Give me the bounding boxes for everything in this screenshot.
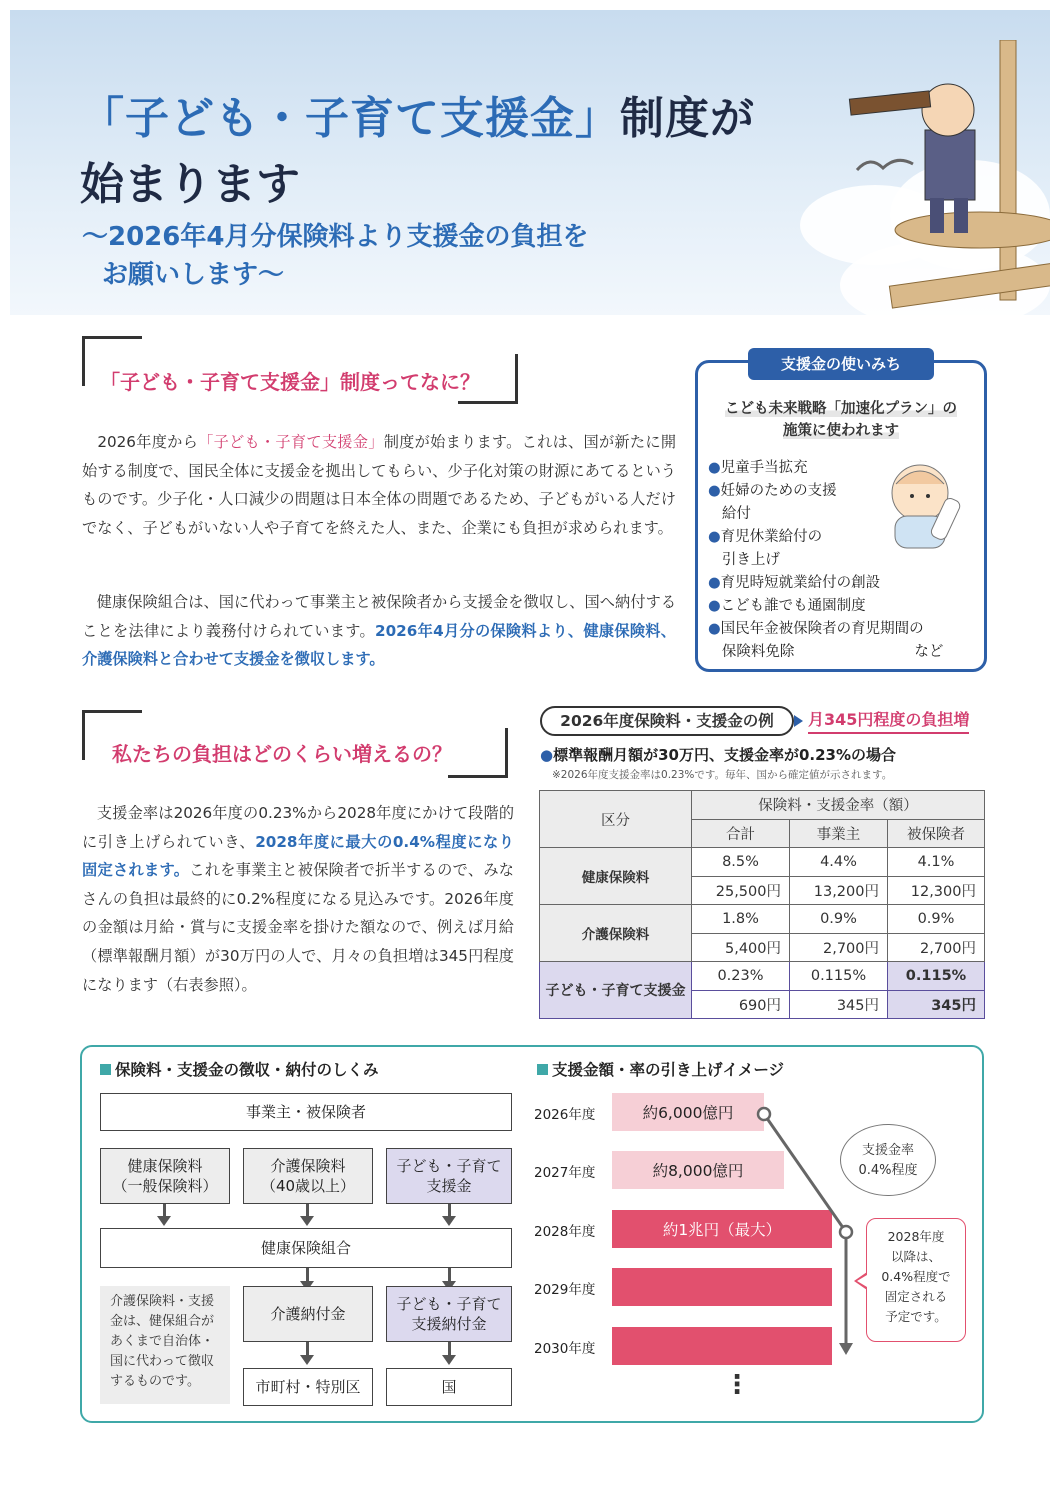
row-label: 健康保険料 — [540, 848, 692, 905]
arrow-down-icon — [306, 1268, 309, 1282]
table-cell: 345円 — [888, 990, 985, 1019]
fixed-rate-note: 2028年度 以降は、 0.4%程度で 固定される 予定です。 — [866, 1218, 966, 1342]
arrow-down-icon — [448, 1268, 451, 1282]
table-cell: 4.1% — [888, 848, 985, 877]
table-cell: 345円 — [790, 990, 888, 1019]
table-cell: 8.5% — [692, 848, 790, 877]
table-header-row — [540, 791, 985, 820]
usage-item: ●妊婦のための支援 給付 — [708, 483, 837, 522]
header-category: 区分 — [540, 791, 692, 848]
rise-bar: 約6,000億円 — [612, 1093, 764, 1131]
rise-title: 支援金額・率の引き上げイメージ — [537, 1058, 784, 1080]
arrow-down-icon — [448, 1342, 451, 1356]
arrow-down-icon — [163, 1204, 166, 1217]
section1-heading: 「子ども・子育て支援金」制度ってなに？ — [100, 370, 480, 394]
table-cell: 0.115% — [888, 962, 985, 991]
burden-label: 月345円程度の負担増 — [808, 708, 969, 734]
usage-item: ●育児休業給付の 引き上げ — [708, 529, 823, 568]
arrow-right-icon — [794, 715, 803, 727]
subtitle-line2: お願いします〜 — [102, 260, 285, 290]
flow-union-box: 健康保険組合 — [100, 1228, 512, 1268]
flow-nation-box: 国 — [386, 1368, 512, 1406]
flow-top-box: 事業主・被保険者 — [100, 1093, 512, 1131]
usage-item: ●児童手当拡充 — [708, 460, 808, 476]
header-total: 合計 — [692, 819, 790, 848]
flow-care-pay-box: 介護納付金 — [243, 1286, 373, 1342]
flow-kid-box: 子ども・子育て 支援金 — [386, 1148, 512, 1204]
usage-item: ●育児時短就業給付の創設 — [708, 575, 881, 591]
section2-paragraph: 支援金率は2026年度の0.23%から2028年度にかけて段階的に引き上げられていき、2028年度に最大の0.4%程度になり固定されます。これを事業主と被保険者で折半するので、みなさんの負担は最終的に0.2%程度になる見込みです。2026年度の金額は月給・賞与に支援金率を掛けた額なので、例えば月給（標準報酬月額）が30万円の人で、月々の負担増は345円程度になります（右表参照）。 — [82, 804, 515, 994]
section1-paragraph1: 2026年度から「子ども・子育て支援金」制度が始まります。これは、国が新たに開始する制度で、国民全体に支援金を拠出してもらい、少子化対策の財源にあてるというものです。少子化・人口減少の問題は日本全体の問題であるため、子どもがいる人だけでなく、子どもがいない人や子育てを終えた人、また、企業にも負担が求められます。 — [82, 433, 677, 537]
rise-bar: 約8,000億円 — [612, 1151, 784, 1189]
year-label: 2028年度 — [534, 1224, 596, 1240]
table-cell: 2,700円 — [790, 933, 888, 962]
subtitle: 〜2026年4月分保険料より支援金の負担を — [82, 222, 589, 252]
more-ellipsis: ⋮ — [724, 1370, 750, 1400]
header-employer: 事業主 — [790, 819, 888, 848]
table-cell: 690円 — [692, 990, 790, 1019]
usage-tag: 支援金の使いみち — [748, 348, 934, 380]
heading-bracket — [448, 728, 508, 778]
flow-kid-pay-box: 子ども・子育て 支援納付金 — [386, 1286, 512, 1342]
table-cell: 12,300円 — [888, 876, 985, 905]
year-label: 2026年度 — [534, 1107, 596, 1123]
arrow-down-icon — [306, 1204, 309, 1217]
note-pointer-inner — [857, 1275, 867, 1287]
table-cell: 0.115% — [790, 962, 888, 991]
row-label: 子ども・子育て支援金 — [540, 962, 692, 1019]
baby-illustration — [880, 458, 970, 553]
flow-note: 介護保険料・支援金は、健保組合があくまで自治体・国に代わって徴収するものです。 — [100, 1286, 230, 1404]
section2-heading: 私たちの負担はどのくらい増えるの？ — [112, 742, 452, 766]
header-group: 保険料・支援金率（額） — [692, 791, 985, 820]
section1-paragraph2: 健康保険組合は、国に代わって事業主と被保険者から支援金を徴収し、国へ納付することを法律により義務付けられています。2026年4月分の保険料より、健康保険料、介護保険料と合わせて支援金を徴収します。 — [82, 593, 677, 669]
page-title-line2: 始まります — [80, 159, 300, 210]
usage-lead: こども未来戦略「加速化プラン」の 施策に使われます — [725, 401, 957, 439]
rate-bubble: 支援金率 0.4%程度 — [840, 1124, 936, 1196]
year-label: 2029年度 — [534, 1282, 596, 1298]
arrow-down-icon — [448, 1204, 451, 1217]
seagull-icon — [855, 150, 915, 180]
table-cell: 0.23% — [692, 962, 790, 991]
usage-item: ●こども誰でも通園制度 — [708, 598, 866, 614]
table-row — [540, 848, 985, 877]
example-note: ※2026年度支援金率は0.23%です。毎年、国から確定値が示されます。 — [552, 769, 893, 781]
table-row — [540, 905, 985, 934]
example-condition: ●標準報酬月額が30万円、支援金率が0.23%の場合 — [540, 746, 897, 764]
table-cell: 4.4% — [790, 848, 888, 877]
year-label: 2027年度 — [534, 1165, 596, 1181]
fee-table — [539, 790, 985, 1019]
header-insured: 被保険者 — [888, 819, 985, 848]
year-label: 2030年度 — [534, 1341, 596, 1357]
flow-care-box: 介護保険料 （40歳以上） — [243, 1148, 373, 1204]
page-title: 「子ども・子育て支援金」制度が — [80, 93, 755, 144]
table-cell: 0.9% — [888, 905, 985, 934]
rate-trend-line — [750, 1100, 860, 1360]
example-pill: 2026年度保険料・支援金の例 — [540, 706, 794, 736]
flow-title: 保険料・支援金の徴収・納付のしくみ — [100, 1058, 379, 1080]
table-cell: 0.9% — [790, 905, 888, 934]
arrow-down-icon — [306, 1342, 309, 1356]
row-label: 介護保険料 — [540, 905, 692, 962]
usage-item: ●国民年金被保険者の育児期間の 保険料免除 など — [708, 621, 944, 660]
rise-bar: 約1兆円（最大） — [612, 1210, 832, 1248]
table-cell: 5,400円 — [692, 933, 790, 962]
flow-health-box: 健康保険料 （一般保険料） — [100, 1148, 230, 1204]
table-cell: 13,200円 — [790, 876, 888, 905]
flow-city-box: 市町村・特別区 — [243, 1368, 373, 1406]
table-cell: 1.8% — [692, 905, 790, 934]
table-cell: 25,500円 — [692, 876, 790, 905]
table-cell: 2,700円 — [888, 933, 985, 962]
table-row — [540, 962, 985, 991]
